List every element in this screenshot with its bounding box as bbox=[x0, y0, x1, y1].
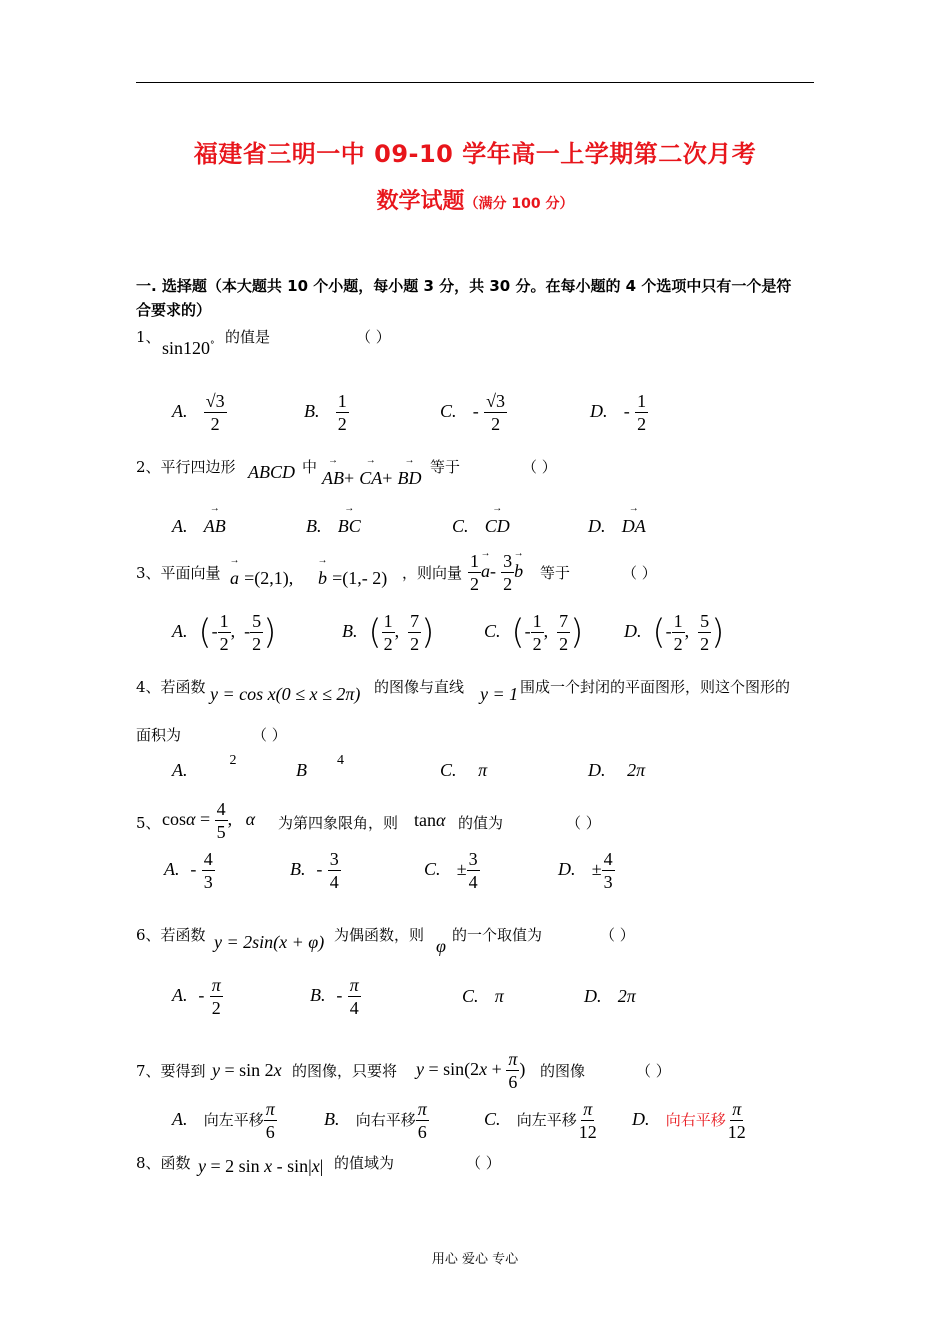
q1-b-frac: $\frac{1}{2}$ bbox=[337, 391, 347, 434]
q7-option-b[interactable]: B. 向右平移 $\frac{\pi}{6}$ bbox=[324, 1099, 427, 1142]
q2-answer-blank[interactable]: （ ） bbox=[522, 458, 557, 476]
q1-a-frac: $\frac{√3}{2}$ bbox=[205, 391, 225, 434]
q5-condition: cosα = $\frac{4}{5}$ , α bbox=[162, 799, 256, 842]
q3-vector-b: → b =(1,- 2) bbox=[318, 568, 387, 589]
q7-option-d[interactable]: D. 向右平移 $\frac{\pi}{12}$ bbox=[632, 1099, 746, 1142]
q3-expression: $\frac{1}{2}$ → a- $\frac{3}{2}$ → b bbox=[468, 550, 523, 595]
subject-label: 数学试题 bbox=[376, 189, 465, 214]
q3-option-a[interactable]: A. (- $\frac{1}{2}$ , - $\frac{5}{2}$ ) bbox=[172, 611, 277, 654]
q1-expr bbox=[162, 338, 215, 359]
q4-d-value: 2π bbox=[627, 760, 646, 780]
q3-tail: 等于 bbox=[540, 564, 571, 582]
q5-tail: 的值为 bbox=[458, 814, 504, 832]
q6-option-b[interactable]: B. - $\frac{\pi}{4}$ bbox=[310, 975, 359, 1018]
q1-answer-blank[interactable]: （ ） bbox=[356, 328, 391, 346]
q6-mid: 为偶函数，则 bbox=[334, 926, 425, 944]
q3-vector-a: → a =(2,1), bbox=[230, 568, 293, 589]
q2-number: 2、平行四边形 bbox=[136, 458, 236, 476]
question-4: 4、若函数 bbox=[136, 678, 206, 696]
q3-answer-blank[interactable]: （ ） bbox=[622, 564, 657, 582]
exam-title: 福建省三明一中 09-10 学年高一上学期第二次月考 bbox=[193, 140, 757, 168]
q6-option-a[interactable]: A. - $\frac{\pi}{2}$ bbox=[172, 975, 221, 1018]
q1-option-a[interactable]: A. $\frac{√3}{2}$ bbox=[172, 391, 225, 434]
q6-answer-blank[interactable]: （ ） bbox=[600, 926, 635, 944]
score-note: （满分 100 分） bbox=[464, 196, 574, 212]
q2-vector-sum: → AB+ → CA+ → BD bbox=[322, 468, 422, 489]
q5-tan: tanα bbox=[414, 810, 446, 830]
q4-c-value: π bbox=[478, 760, 488, 780]
q4-option-c[interactable]: C. π bbox=[440, 760, 488, 780]
q4-line: y = 1 bbox=[480, 684, 519, 704]
q7-f2: y = sin(2x + $\frac{\pi}{6}$ ) bbox=[416, 1049, 526, 1092]
q8-function: y = 2 sin x - sin|x| bbox=[198, 1156, 324, 1176]
q5-option-a[interactable]: A. - $\frac{4}{3}$ bbox=[164, 849, 213, 892]
question-1 bbox=[136, 326, 161, 347]
q3-option-d[interactable]: D. (- $\frac{1}{2}$ , $\frac{5}{2}$ ) bbox=[624, 611, 725, 654]
q4-option-b[interactable]: B $^4$ bbox=[296, 753, 344, 780]
q4-tail: 围成一个封闭的平面图形，则这个图形的 bbox=[520, 678, 791, 696]
q2-mid: 中 bbox=[302, 458, 318, 476]
q6-c-value: π bbox=[494, 986, 504, 1006]
q5-option-c[interactable]: C. ± $\frac{3}{4}$ bbox=[424, 849, 478, 892]
q4-option-d[interactable]: D. 2π bbox=[588, 760, 646, 780]
q5-option-d[interactable]: D. ± $\frac{4}{3}$ bbox=[558, 849, 613, 892]
q3-option-b[interactable]: B. ( $\frac{1}{2}$ , $\frac{7}{2}$ ) bbox=[342, 611, 435, 654]
q7-mid: 的图像，只要将 bbox=[292, 1062, 398, 1080]
q2-option-a[interactable]: A. → AB bbox=[172, 516, 226, 537]
section-heading bbox=[136, 274, 791, 322]
q5-cond-text: 为第四象限角，则 bbox=[278, 814, 399, 832]
q6-function: y = 2sin(x + φ) bbox=[214, 932, 325, 952]
q4-option-a[interactable]: A. $^2$ bbox=[172, 753, 237, 780]
q4-b-value: 4 bbox=[337, 753, 344, 768]
q5-option-b[interactable]: B. - $\frac{3}{4}$ bbox=[290, 849, 339, 892]
q6-tail: 的一个取值为 bbox=[452, 926, 543, 944]
section-heading-line2: 合要求的） bbox=[136, 301, 212, 319]
q7-f1: y = sin 2x bbox=[212, 1060, 282, 1080]
q2-option-b[interactable]: B. → BC bbox=[306, 516, 361, 537]
header-rule bbox=[136, 82, 814, 83]
q1-option-b[interactable]: B. $\frac{1}{2}$ bbox=[304, 391, 347, 434]
q6-option-c[interactable]: C. π bbox=[462, 986, 504, 1006]
q1-c-frac: $\frac{√3}{2}$ bbox=[486, 391, 506, 434]
q3-a-value: =(2,1), bbox=[244, 568, 294, 588]
q6-d-value: 2π bbox=[617, 986, 636, 1006]
question-number: 1、 bbox=[136, 328, 161, 346]
question-8: 8、函数 bbox=[136, 1154, 191, 1172]
q2-shape: ABCD bbox=[248, 462, 295, 482]
q2-option-c[interactable]: C. → CD bbox=[452, 516, 510, 537]
q1-degree: ° bbox=[210, 340, 215, 351]
question-6: 6、若函数 bbox=[136, 926, 206, 944]
q7-option-a[interactable]: A. 向左平移 $\frac{\pi}{6}$ bbox=[172, 1099, 275, 1142]
question-7: 7、要得到 bbox=[136, 1062, 206, 1080]
q7-tail: 的图像 bbox=[540, 1062, 586, 1080]
q4-function: y = cos x(0 ≤ x ≤ 2π) bbox=[210, 684, 361, 704]
exam-subtitle bbox=[0, 184, 950, 215]
q1-text: 的值是 bbox=[225, 328, 271, 346]
q1-option-c[interactable]: C. - $\frac{√3}{2}$ bbox=[440, 391, 506, 434]
q2-option-d[interactable]: D. → DA bbox=[588, 516, 646, 537]
question-2 bbox=[136, 456, 236, 477]
q5-answer-blank[interactable]: （ ） bbox=[566, 814, 601, 832]
q1-d-frac: $\frac{1}{2}$ bbox=[637, 391, 647, 434]
q4-a-value: 2 bbox=[229, 753, 237, 768]
q4-mid: 的图像与直线 bbox=[374, 678, 465, 696]
q1-sin: sin120 bbox=[162, 338, 211, 358]
q8-tail: 的值域为 bbox=[334, 1154, 395, 1172]
q4-line2: 面积为 bbox=[136, 726, 182, 744]
q4-answer-blank[interactable]: （ ） bbox=[252, 726, 287, 744]
question-3: 3、平面向量 bbox=[136, 564, 221, 582]
q3-mid: ，则向量 bbox=[402, 564, 463, 582]
q2-tail: 等于 bbox=[430, 458, 461, 476]
q7-option-c[interactable]: C. 向左平移 $\frac{\pi}{12}$ bbox=[484, 1099, 597, 1142]
q3-b-value: =(1,- 2) bbox=[332, 568, 388, 588]
q7-answer-blank[interactable]: （ ） bbox=[636, 1062, 671, 1080]
q3-option-c[interactable]: C. (- $\frac{1}{2}$ , $\frac{7}{2}$ ) bbox=[484, 611, 584, 654]
q8-answer-blank[interactable]: （ ） bbox=[466, 1154, 501, 1172]
page-footer: 用心 爱心 专心 bbox=[431, 1252, 519, 1267]
q6-option-d[interactable]: D. 2π bbox=[584, 986, 636, 1006]
question-5: 5、 bbox=[136, 814, 161, 832]
section-heading-line1: 一. 选择题（本大题共 10 个小题，每小题 3 分，共 30 分。在每小题的 4 个选项中只有一个是符 bbox=[136, 277, 792, 295]
q6-phi: φ bbox=[436, 936, 446, 956]
q7-d-highlight: 向右平移 bbox=[665, 1111, 726, 1129]
q1-option-d[interactable]: D. - $\frac{1}{2}$ bbox=[590, 391, 647, 434]
